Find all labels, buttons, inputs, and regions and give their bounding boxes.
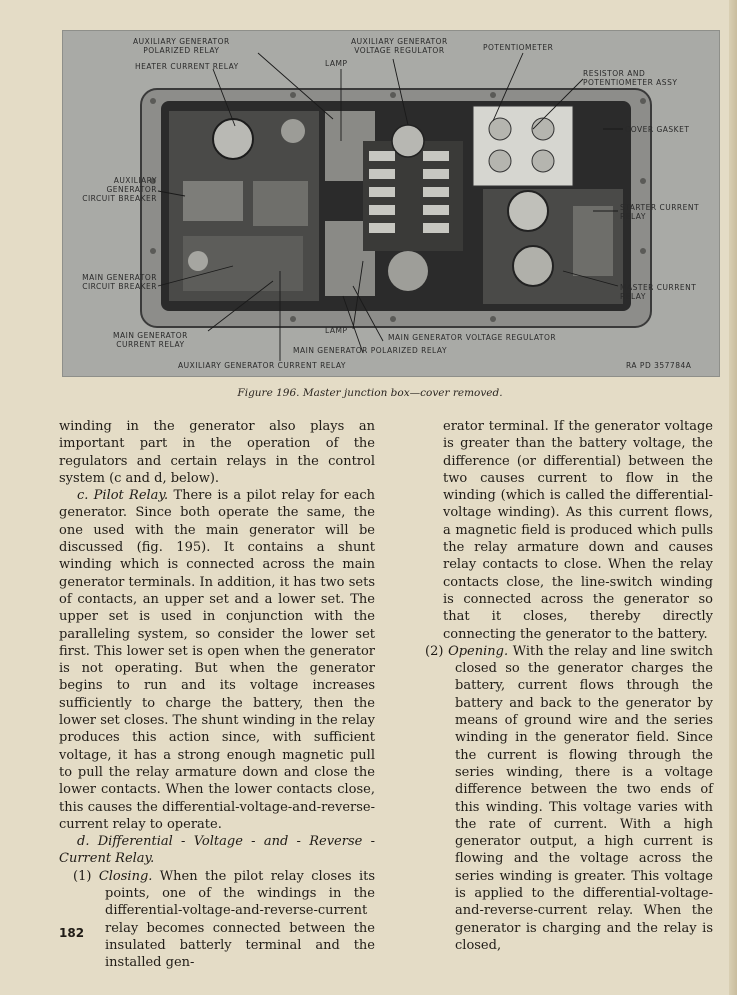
figure-photo [62,30,720,377]
label-aux-gen-voltage-regulator: AUXILIARY GENERATOR VOLTAGE REGULATOR [351,37,448,55]
label-ra-pd-number: RA PD 357784A [626,361,692,370]
differential-relay-heading: d. Differential - Voltage - and - Reverse - Current Relay. [59,834,375,867]
label-master-current-relay: MASTER CURRENT RELAY [620,283,697,301]
opening-paragraph [425,643,713,954]
label-cover-gasket: COVER GASKET [625,125,690,134]
label-main-gen-polarized-relay: MAIN GENERATOR POLARIZED RELAY [293,346,448,355]
pilot-relay-paragraph [59,487,375,833]
right-column [425,418,713,954]
pilot-relay-heading: c. Pilot Relay. [77,488,169,504]
closing-body: When the pilot relay closes its points, one of the windings in the differential-voltage-and-reverse-current relay becomes connected between the insulated batterly terminal and the installed gen- [105,868,375,971]
label-main-gen-current-relay: MAIN GENERATOR CURRENT RELAY [113,331,188,349]
left-paragraph-1: winding in the generator also plays an important part in the operation of the regulators and certain relays in the control system (c and d, below). [59,419,375,486]
pilot-relay-body: There is a pilot relay for each generator. Since both operate the same, the one used with the main generator will be discussed (fig. 195). It contains a shunt winding which is connected across the main generator terminals. In addition, it has two sets of contacts, an upper set and a lower set. The upper set is used in conjunction with the paralleling system, so consider the lower set first. This lower set is open when the generator is not operating. But when the generator begins to run and its voltage increases sufficiently to charge the battery, then the lower set closes. The shunt winding in the relay produces this action since, with sufficient voltage, it has a strong enough magnetic pull to pull the relay armature down and close the lower contacts. When the lower contacts close, this causes the differential-voltage-and-reverse-current relay to operate. [59,488,375,832]
label-aux-gen-current-relay: AUXILIARY GENERATOR CURRENT RELAY [178,361,347,370]
label-potentiometer: POTENTIOMETER [483,43,554,52]
label-resistor-potentiometer-assy: RESISTOR AND POTENTIOMETER ASSY [583,69,678,87]
opening-heading: Opening. [448,643,509,659]
page-edge [729,0,737,995]
closing-heading: Closing. [98,868,153,884]
figure-caption: Figure 196. Master junction box—cover removed. [237,387,503,399]
label-starter-current-relay: STARTER CURRENT RELAY [620,203,700,221]
closing-paragraph [59,868,375,972]
label-main-gen-circuit-breaker: MAIN GENERATOR CIRCUIT BREAKER [82,273,157,291]
label-lamp-bottom: LAMP [325,326,348,335]
left-column [59,418,375,972]
label-aux-gen-polarized-relay: AUXILIARY GENERATOR POLARIZED RELAY [133,37,230,55]
label-main-gen-voltage-regulator: MAIN GENERATOR VOLTAGE REGULATOR [388,333,557,342]
opening-number: (2) [425,643,444,659]
opening-body: With the relay and line switch closed so the generator charges the battery, current flows through the battery and back to the generator by means of ground wire and the series winding in the generator field. Since the current is flowing through the series winding, there is a voltage difference between the two ends of this winding. This voltage varies with the rate of current. With a high generator output, a high current is flowing and the voltage across the series winding is greater. This voltage is applied to the differential-voltage-and-reverse-current relay. When the generator is charging and the relay is closed, [455,643,713,953]
label-heater-current-relay: HEATER CURRENT RELAY [135,62,239,71]
label-lamp-top: LAMP [325,59,348,68]
right-paragraph-1: erator terminal. If the generator voltage is greater than the battery voltage, the difference (or differential) between the two causes current to flow in the winding (which is called the differential-voltage winding). As this current flows, a magnetic field is produced which pulls the relay armature down and causes relay contacts to close. When the relay contacts close, the line-switch winding is connected across the generator so that it closes, thereby directly connecting the generator to the battery. [443,419,713,642]
closing-number: (1) [73,868,92,884]
label-aux-gen-circuit-breaker: AUXILIARY GENERATOR CIRCUIT BREAKER [82,176,157,203]
page-number: 182 [59,926,85,940]
